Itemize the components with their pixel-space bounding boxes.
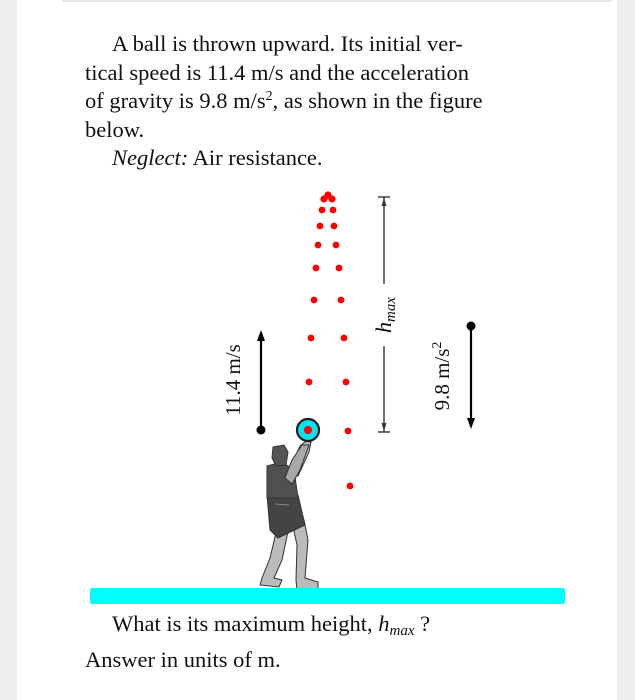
figure-reference: , as shown in the figure [272, 88, 483, 113]
gravity-arrow [467, 322, 476, 430]
trajectory-dots [306, 191, 354, 489]
hmax-label: hmax [371, 297, 399, 333]
question [85, 610, 565, 674]
problem-line-4: below. [85, 116, 145, 142]
ground-bar [90, 588, 565, 604]
exponent: 2 [265, 89, 273, 104]
initial-speed-label: 11.4 m/s [221, 344, 245, 416]
problem-line-1: A ball is thrown upward. Its initial ver- [112, 31, 463, 56]
gravity-label: 9.8 $m/s^2$ [430, 341, 454, 411]
hmax-subscript: max [389, 623, 415, 639]
units-line: Answer in units of m. [85, 646, 281, 672]
question-line [85, 610, 565, 646]
thrower-person-icon [260, 441, 318, 590]
problem-line-2: tical speed is 11.4 m/s and the acceleration [85, 59, 470, 85]
hmax-variable: h [378, 611, 390, 636]
neglect-label: Neglect: [112, 145, 189, 170]
gravity-text: of gravity is 9.8 m/s [85, 88, 266, 113]
neglect-text: Air resistance. [188, 145, 323, 170]
question-text: What is its maximum height, [112, 611, 379, 636]
initial-velocity-arrow [257, 330, 266, 435]
question-mark: ? [414, 611, 431, 636]
ball-icon [297, 419, 319, 441]
